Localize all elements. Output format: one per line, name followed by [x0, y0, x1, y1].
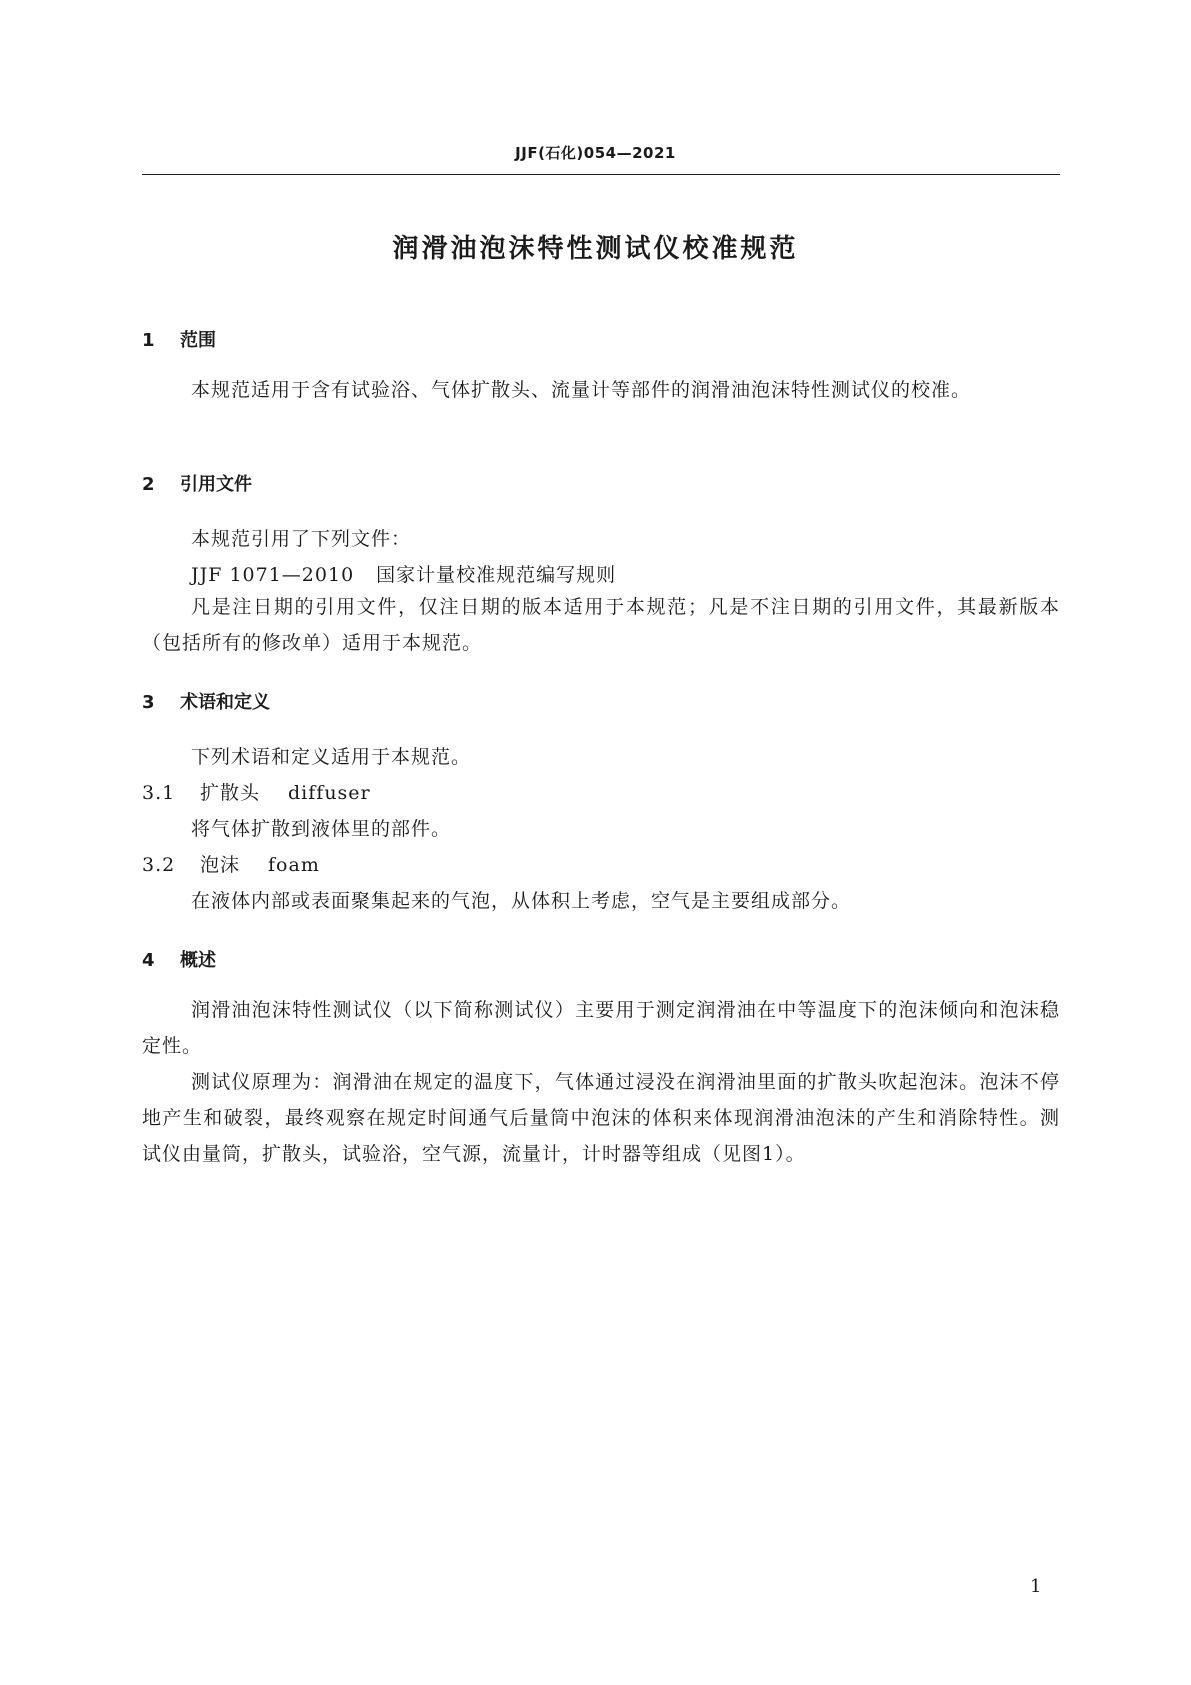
term-chinese: 泡沫 [200, 854, 241, 876]
term-chinese: 扩散头 [200, 782, 261, 804]
reference-code: JJF 1071—2010 [191, 564, 355, 586]
section-number: 3 [142, 692, 155, 713]
section-4-paragraph-1: 润滑油泡沫特性测试仪（以下简称测试仪）主要用于测定润滑油在中等温度下的泡沫倾向和泡沫稳定性。 [142, 999, 1060, 1057]
page-number: 1 [1030, 1576, 1042, 1597]
term-number: 3.2 [142, 854, 176, 876]
term-diffuser-definition: 将气体扩散到液体里的部件。 [191, 818, 452, 840]
term-foam-definition: 在液体内部或表面聚集起来的气泡，从体积上考虑，空气是主要组成部分。 [191, 890, 852, 912]
term-diffuser [142, 778, 371, 805]
section-number: 4 [142, 950, 155, 971]
section-1-paragraph: 本规范适用于含有试验浴、气体扩散头、流量计等部件的润滑油泡沫特性测试仪的校准。 [191, 379, 972, 401]
document-code-header: JJF(石化)054—2021 [515, 144, 676, 162]
section-4-heading [142, 946, 216, 972]
section-3-heading [142, 688, 270, 714]
document-title: 润滑油泡沫特性测试仪校准规范 [392, 234, 799, 264]
term-number: 3.1 [142, 782, 176, 804]
section-2-intro: 本规范引用了下列文件： [191, 528, 412, 550]
section-2-heading [142, 470, 252, 496]
section-title: 引用文件 [180, 474, 252, 495]
term-foam [142, 850, 320, 877]
section-4-paragraph-2: 测试仪原理为：润滑油在规定的温度下，气体通过浸没在润滑油里面的扩散头吹起泡沫。泡沫不停地产生和破裂，最终观察在规定时间通气后量筒中泡沫的体积来体现润滑油泡沫的产生和消除特性。测试仪由量筒，扩散头，试验浴，空气源，流量计，计时器等组成（见图1）。 [142, 1071, 1060, 1165]
section-title: 范围 [180, 330, 216, 351]
section-1-heading [142, 326, 216, 352]
term-english: foam [268, 854, 320, 876]
section-title: 术语和定义 [180, 692, 270, 713]
header-rule [142, 174, 1060, 175]
section-3-intro: 下列术语和定义适用于本规范。 [191, 746, 472, 768]
term-english: diffuser [288, 782, 371, 804]
reference-title: 国家计量校准规范编写规则 [376, 564, 617, 586]
section-title: 概述 [180, 950, 216, 971]
reference-entry [191, 560, 616, 587]
section-number: 2 [142, 474, 155, 495]
section-2-note: 凡是注日期的引用文件，仅注日期的版本适用于本规范；凡是不注日期的引用文件，其最新版本（包括所有的修改单）适用于本规范。 [142, 596, 1060, 654]
section-number: 1 [142, 330, 155, 351]
